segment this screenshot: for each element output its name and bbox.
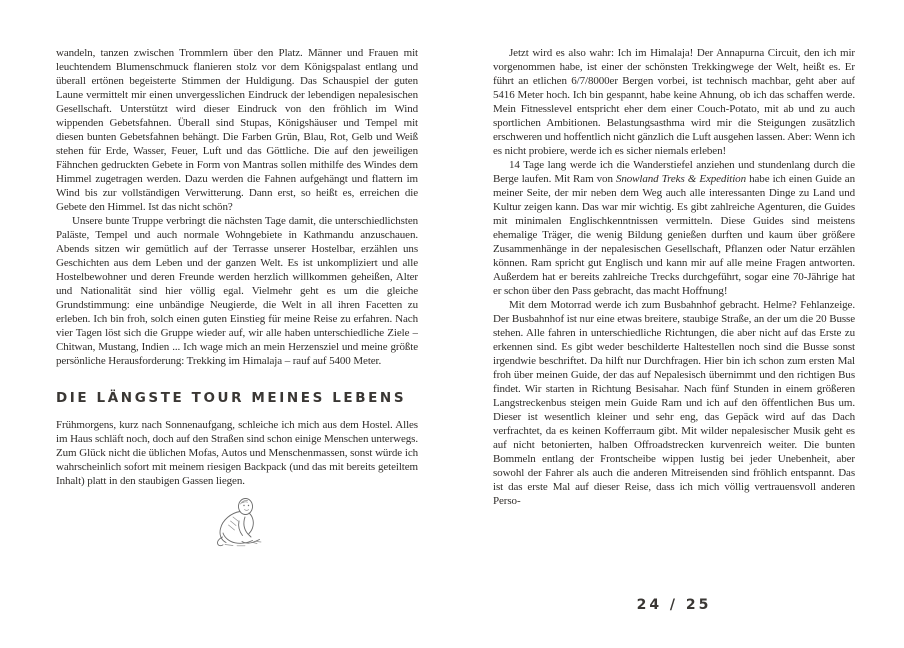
paragraph-text: 14 Tage lang werde ich die Wanderstiefel anziehen und stundenlang durch die Berge laufen. Mit Ram von xyxy=(493,159,855,185)
right-page-column xyxy=(493,46,855,594)
body-paragraph: wandeln, tanzen zwischen Trommlern über den Platz. Männer und Frauen mit leuchtendem Blumenschmuck flanieren stolz vor dem Königspalast entlang und überall ertönen begeisterte Stimmen der Huldigung. Das Schauspiel der guten Laune vermittelt mir einen unvergesslichen Eindruck der lebendigen nepalesischen Gesellschaft. Unterstützt wird dieser Eindruck von den fröhlich im Wind wippenden Gebetsfahnen. Überall sind Stupas, Königshäuser und Tempel mit diesen bunten Gebetsfahnen behängt. Die Farben Grün, Blau, Rot, Gelb und Weiß stehen für Erde, Wasser, Feuer, Luft und das Göttliche. Die auf den jeweiligen Fähnchen gedruckten Gebete in Form von Mantras sollen mithilfe des Windes dem Himmel zugetragen werden. Dazu werden die Fahnen aufgehängt und flattern im Wind bis zur vollständigen Verwitterung. Dann erst, so heißt es, erreichen die Gebete den Himmel. Ist das nicht schön? xyxy=(56,47,418,213)
page-number: 24 / 25 xyxy=(636,597,712,613)
monkey-illustration xyxy=(209,497,265,547)
section-heading: DIE LÄNGSTE TOUR MEINES LEBENS xyxy=(56,390,407,406)
body-paragraph: Jetzt wird es also wahr: Ich im Himalaja! Der Annapurna Circuit, den ich mir vorgenommen habe, ist einer der schönsten Trekkingwege der Welt, heißt es. Er führt an etlichen 6/7/8000er Bergen vorbei, ist technisch machbar, geht aber auf 5416 Meter hoch. Ich bin gespannt, habe keine Ahnung, ob ich das schaffen werde. Mein Fitnesslevel entspricht eher dem einer Couch-Potato, mit ab und zu auch sportlichen Ambitionen. Belastungsasthma wird mir die Steigungen zusätzlich erschweren und hoffentlich nicht gänzlich die Luft ausgehen lassen. Aber: Wenn ich es nicht probiere, werde ich es sicher niemals erleben! xyxy=(493,47,855,157)
left-page-column xyxy=(56,46,418,642)
illustration-container xyxy=(56,497,418,547)
body-paragraph xyxy=(493,158,855,298)
body-paragraph: Unsere bunte Truppe verbringt die nächsten Tage damit, die unterschiedlichsten Paläste, Tempel und auch normale Wohngebiete in Kathmandu anzuschauen. Abends sitzen wir gemütlich auf der Terrasse unserer Hostelbar, erzählen uns Geschichten aus dem Leben und der ganzen Welt. Es ist unkompliziert und alle Hostelbewohner und deren Freunde werden herzlich willkommen geheißen, Alter und Nationalität sind hier völlig egal. Vielmehr geht es um die gleiche Grundstimmung: eine unbändige Neugierde, die Welt in all ihren Facetten zu erleben. Ich bin froh, solch einen guten Einstieg für meine Reise zu erfahren. Nach vier Tagen löst sich die Gruppe wieder auf, wir alle haben unterschiedliche Ziele – Chitwan, Mustang, Indien ... Ich wage mich an mein Herzensziel und meine größte persönliche Herausforderung: Trekking im Himalaja – rauf auf 5400 Meter. xyxy=(56,215,418,367)
trek-agency-name: Snowland Treks & Expedition xyxy=(615,173,746,185)
body-paragraph: Mit dem Motorrad werde ich zum Busbahnhof gebracht. Helme? Fehlanzeige. Der Busbahnhof ist nur eine etwas breitere, staubige Straße, an der um die 20 Busse stehen. Alle fahren in unterschiedliche Richtungen, die aber nicht auf das Erste zu erkennen sind. Es gibt weder beschilderte Haltestellen noch sind die Busse sonst irgendwie beschriftet. Da hilft nur Durchfragen. Hier bin ich schon zum ersten Mal froh über meinen Guide, der das auf Nepalesisch übernimmt und den richtigen Bus findet. Wir starten in Richtung Besisahar. Nach fünf Stunden in einem größeren Langstreckenbus steigen mein Guide Ram und ich auf den öffentlichen Bus um. Dieser ist wesentlich kleiner und sehr eng, das Gepäck wird auf das Dach verfrachtet, da es keinen Kofferraum gibt. Mit wilder nepalesischer Musik geht es auf nicht betonierten, halben Offroadstrecken kurvenreich weiter. Die bunten Bommeln entlang der Frontscheibe wippen lustig bei jeder Unebenheit, aber sowohl der Fahrer als auch die anderen Mitreisenden sind fröhlich entspannt. Das ist das erste Mal auf dieser Reise, dass ich mich völlig vertrauensvoll anderen Perso- xyxy=(493,299,855,507)
paragraph-text: habe ich einen Guide an meiner Seite, der mir neben dem Weg auch alle interessanten Dinge zu Land und Kultur zeigen kann. Das war mir wichtig. Es gibt zahlreiche Agenturen, die Guides mit minimalen Englischkenntnissen vermitteln. Diese Guides sind meistens ehemalige Träger, die wenig Bildung genießen durften und kaum über größere Zusammenhänge in der nepalesischen Gesellschaft, Pflanzen oder Natur erzählen können. Ram spricht gut Englisch und kann mir auf alle meine Fragen antworten. Außerdem hat er bereits zahlreiche Trecks durchgeführt, sogar eine 70-Jährige hat er schon über den Pass gebracht, das macht Hoffnung! xyxy=(493,173,855,297)
body-paragraph: Frühmorgens, kurz nach Sonnenaufgang, schleiche ich mich aus dem Hostel. Alles im Haus schläft noch, doch auf den Straßen sind schon einige Menschen unterwegs. Zum Glück nicht die üblichen Mofas, Autos und Menschenmassen, sonst würde ich wahrscheinlich sofort mit meinem riesigen Backpack (und das mit bereits geteiltem Inhalt) platt in den staubigen Gassen liegen. xyxy=(56,419,418,487)
